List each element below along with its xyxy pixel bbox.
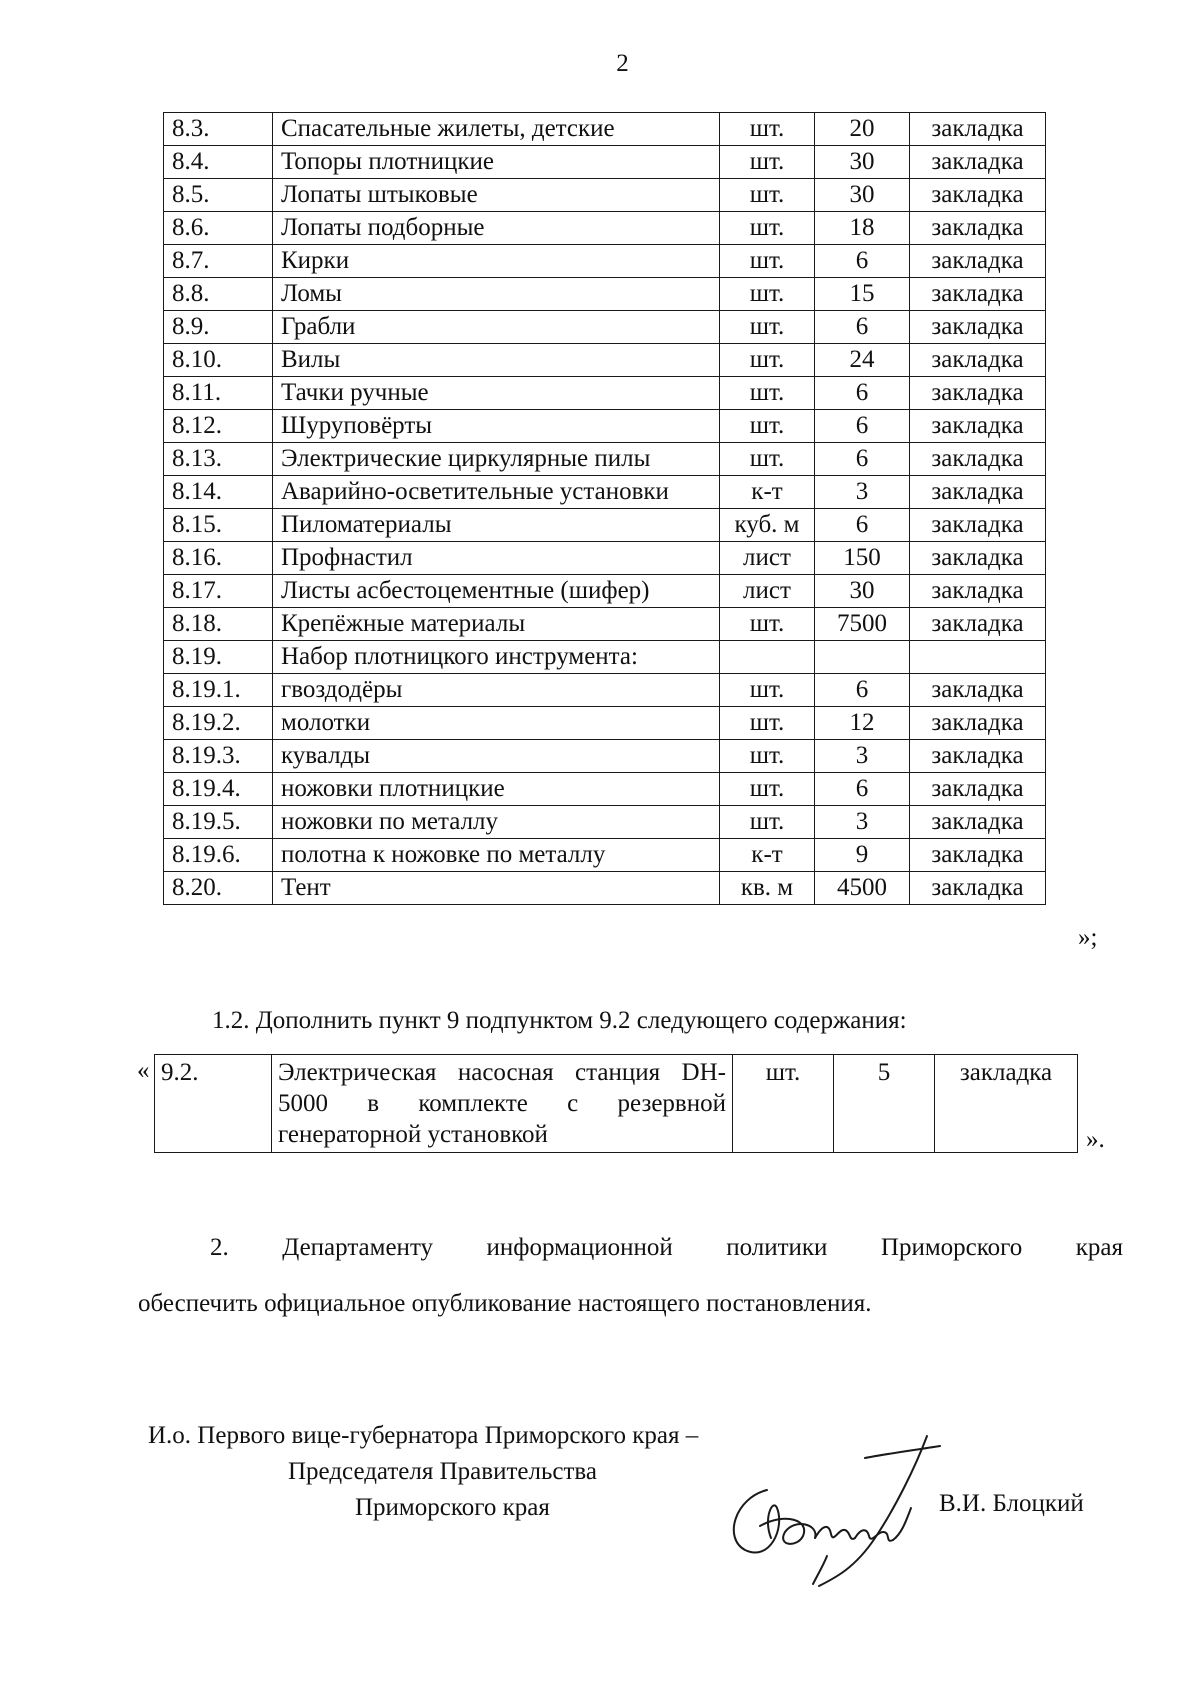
table-row	[164, 179, 1046, 212]
cell-note: закладка	[910, 311, 1046, 344]
addition-note: закладка	[935, 1055, 1078, 1153]
cell-unit: шт.	[720, 410, 815, 443]
table-row	[164, 509, 1046, 542]
cell-note: закладка	[910, 212, 1046, 245]
paragraph-2-word: Департаменту	[282, 1234, 434, 1261]
cell-unit: к-т	[720, 476, 815, 509]
cell-unit: шт.	[720, 674, 815, 707]
cell-note: закладка	[910, 608, 1046, 641]
cell-note: закладка	[910, 410, 1046, 443]
handwritten-signature-icon	[715, 1428, 955, 1588]
table-row	[164, 608, 1046, 641]
signer-title-line-2: Председателя Правительства	[288, 1458, 597, 1485]
table-row	[155, 1055, 1078, 1153]
cell-note: закладка	[910, 707, 1046, 740]
cell-qty: 6	[815, 773, 910, 806]
cell-num: 8.19.2.	[164, 707, 273, 740]
cell-name: гвоздодёры	[273, 674, 720, 707]
cell-unit: куб. м	[720, 509, 815, 542]
table-row	[164, 641, 1046, 674]
addition-qty: 5	[834, 1055, 935, 1153]
cell-name: Лопаты подборные	[273, 212, 720, 245]
cell-name: Тачки ручные	[273, 377, 720, 410]
cell-num: 8.15.	[164, 509, 273, 542]
items-table	[163, 112, 1046, 905]
cell-num: 8.3.	[164, 113, 273, 146]
cell-note: закладка	[910, 839, 1046, 872]
cell-name: Аварийно-осветительные установки	[273, 476, 720, 509]
cell-num: 8.19.4.	[164, 773, 273, 806]
cell-num: 8.4.	[164, 146, 273, 179]
cell-qty: 6	[815, 311, 910, 344]
cell-unit: шт.	[720, 278, 815, 311]
cell-note: закладка	[910, 773, 1046, 806]
cell-unit: шт.	[720, 179, 815, 212]
table-row	[164, 212, 1046, 245]
cell-unit: шт.	[720, 377, 815, 410]
cell-qty: 30	[815, 179, 910, 212]
cell-unit: шт.	[720, 806, 815, 839]
addition-table	[154, 1054, 1078, 1153]
cell-unit: шт.	[720, 707, 815, 740]
addition-num: 9.2.	[155, 1055, 272, 1153]
cell-name: Набор плотницкого инструмента:	[273, 641, 720, 674]
cell-qty: 20	[815, 113, 910, 146]
cell-note: закладка	[910, 509, 1046, 542]
cell-unit: шт.	[720, 245, 815, 278]
cell-name: ножовки плотницкие	[273, 773, 720, 806]
cell-num: 8.13.	[164, 443, 273, 476]
cell-unit: шт.	[720, 146, 815, 179]
cell-num: 8.18.	[164, 608, 273, 641]
signer-title-line-3: Приморского края	[355, 1494, 550, 1521]
cell-name: молотки	[273, 707, 720, 740]
cell-name: Электрические циркулярные пилы	[273, 443, 720, 476]
cell-name: Тент	[273, 872, 720, 905]
cell-qty: 6	[815, 443, 910, 476]
cell-num: 8.19.3.	[164, 740, 273, 773]
cell-unit: шт.	[720, 344, 815, 377]
cell-name: кувалды	[273, 740, 720, 773]
cell-note: закладка	[910, 278, 1046, 311]
cell-note: закладка	[910, 542, 1046, 575]
table-row	[164, 476, 1046, 509]
cell-name: Ломы	[273, 278, 720, 311]
cell-unit: шт.	[720, 773, 815, 806]
cell-name: Лопаты штыковые	[273, 179, 720, 212]
table-row	[164, 773, 1046, 806]
cell-unit: шт.	[720, 113, 815, 146]
paragraph-2-word: политики	[726, 1234, 828, 1261]
cell-name: Топоры плотницкие	[273, 146, 720, 179]
paragraph-2-word: Приморского	[880, 1234, 1023, 1261]
cell-num: 8.6.	[164, 212, 273, 245]
cell-name: Крепёжные материалы	[273, 608, 720, 641]
cell-note: закладка	[910, 245, 1046, 278]
cell-unit: шт.	[720, 311, 815, 344]
cell-name: Кирки	[273, 245, 720, 278]
cell-note: закладка	[910, 377, 1046, 410]
table-row	[164, 344, 1046, 377]
cell-num: 8.5.	[164, 179, 273, 212]
cell-note: закладка	[910, 113, 1046, 146]
cell-note: закладка	[910, 146, 1046, 179]
paragraph-2-word: края	[1075, 1234, 1123, 1261]
table-row	[164, 311, 1046, 344]
cell-unit: шт.	[720, 740, 815, 773]
addition-unit: шт.	[733, 1055, 834, 1153]
cell-num: 8.17.	[164, 575, 273, 608]
cell-num: 8.16.	[164, 542, 273, 575]
cell-unit: лист	[720, 542, 815, 575]
cell-num: 8.19.6.	[164, 839, 273, 872]
addition-open-quote: «	[137, 1057, 150, 1084]
cell-num: 8.20.	[164, 872, 273, 905]
cell-num: 8.8.	[164, 278, 273, 311]
cell-qty: 6	[815, 509, 910, 542]
cell-qty: 6	[815, 674, 910, 707]
cell-note: закладка	[910, 740, 1046, 773]
cell-qty: 3	[815, 740, 910, 773]
signer-title-line-1: И.о. Первого вице-губернатора Приморского края –	[148, 1422, 699, 1449]
cell-qty: 6	[815, 410, 910, 443]
cell-num: 8.7.	[164, 245, 273, 278]
cell-num: 8.12.	[164, 410, 273, 443]
cell-name: Спасательные жилеты, детские	[273, 113, 720, 146]
table-row	[164, 278, 1046, 311]
cell-qty: 15	[815, 278, 910, 311]
cell-unit: шт.	[720, 443, 815, 476]
table-row	[164, 806, 1046, 839]
cell-note: закладка	[910, 575, 1046, 608]
cell-name: Шуруповёрты	[273, 410, 720, 443]
paragraph-2-line-2: обеспечить официальное опубликование настоящего постановления.	[138, 1290, 872, 1317]
cell-unit: лист	[720, 575, 815, 608]
table-row	[164, 245, 1046, 278]
cell-note: закладка	[910, 806, 1046, 839]
cell-num: 8.9.	[164, 311, 273, 344]
cell-qty: 18	[815, 212, 910, 245]
cell-num: 8.19.1.	[164, 674, 273, 707]
cell-note: закладка	[910, 179, 1046, 212]
cell-note: закладка	[910, 476, 1046, 509]
table-row	[164, 872, 1046, 905]
paragraph-2	[138, 1220, 1123, 1332]
table-end-quote: »;	[1078, 924, 1098, 951]
page-number: 2	[616, 50, 629, 77]
paragraph-2-line-1	[138, 1220, 1123, 1276]
cell-name: Листы асбестоцементные (шифер)	[273, 575, 720, 608]
cell-note: закладка	[910, 344, 1046, 377]
table-row	[164, 146, 1046, 179]
table-row	[164, 377, 1046, 410]
addition-name: Электрическая насосная станция DH-5000 в комплекте с резервной генераторной установкой	[272, 1055, 733, 1153]
cell-qty	[815, 641, 910, 674]
cell-name: Пиломатериалы	[273, 509, 720, 542]
cell-qty: 6	[815, 245, 910, 278]
cell-qty: 6	[815, 377, 910, 410]
signer-name: В.И. Блоцкий	[939, 1490, 1084, 1517]
cell-qty: 30	[815, 146, 910, 179]
addition-end-quote: ».	[1086, 1126, 1105, 1153]
cell-unit	[720, 641, 815, 674]
cell-num: 8.10.	[164, 344, 273, 377]
cell-name: Грабли	[273, 311, 720, 344]
cell-num: 8.11.	[164, 377, 273, 410]
cell-note	[910, 641, 1046, 674]
paragraph-1-2: 1.2. Дополнить пункт 9 подпунктом 9.2 следующего содержания:	[212, 1007, 907, 1034]
cell-qty: 3	[815, 476, 910, 509]
paragraph-2-word: информационной	[486, 1234, 673, 1261]
signature-title-block	[148, 1418, 698, 1526]
table-row	[164, 740, 1046, 773]
cell-qty: 9	[815, 839, 910, 872]
table-row	[164, 674, 1046, 707]
cell-note: закладка	[910, 443, 1046, 476]
cell-qty: 12	[815, 707, 910, 740]
table-row	[164, 410, 1046, 443]
cell-num: 8.19.5.	[164, 806, 273, 839]
table-row	[164, 443, 1046, 476]
cell-qty: 30	[815, 575, 910, 608]
paragraph-2-number: 2.	[210, 1234, 229, 1261]
cell-qty: 150	[815, 542, 910, 575]
cell-unit: к-т	[720, 839, 815, 872]
cell-name: полотна к ножовке по металлу	[273, 839, 720, 872]
cell-unit: шт.	[720, 212, 815, 245]
cell-qty: 4500	[815, 872, 910, 905]
cell-qty: 24	[815, 344, 910, 377]
cell-name: Вилы	[273, 344, 720, 377]
table-row	[164, 542, 1046, 575]
table-row	[164, 707, 1046, 740]
cell-name: ножовки по металлу	[273, 806, 720, 839]
cell-num: 8.14.	[164, 476, 273, 509]
cell-num: 8.19.	[164, 641, 273, 674]
cell-note: закладка	[910, 674, 1046, 707]
cell-unit: шт.	[720, 608, 815, 641]
cell-qty: 7500	[815, 608, 910, 641]
cell-qty: 3	[815, 806, 910, 839]
cell-unit: кв. м	[720, 872, 815, 905]
table-row	[164, 839, 1046, 872]
table-row	[164, 575, 1046, 608]
cell-note: закладка	[910, 872, 1046, 905]
cell-name: Профнастил	[273, 542, 720, 575]
table-row	[164, 113, 1046, 146]
